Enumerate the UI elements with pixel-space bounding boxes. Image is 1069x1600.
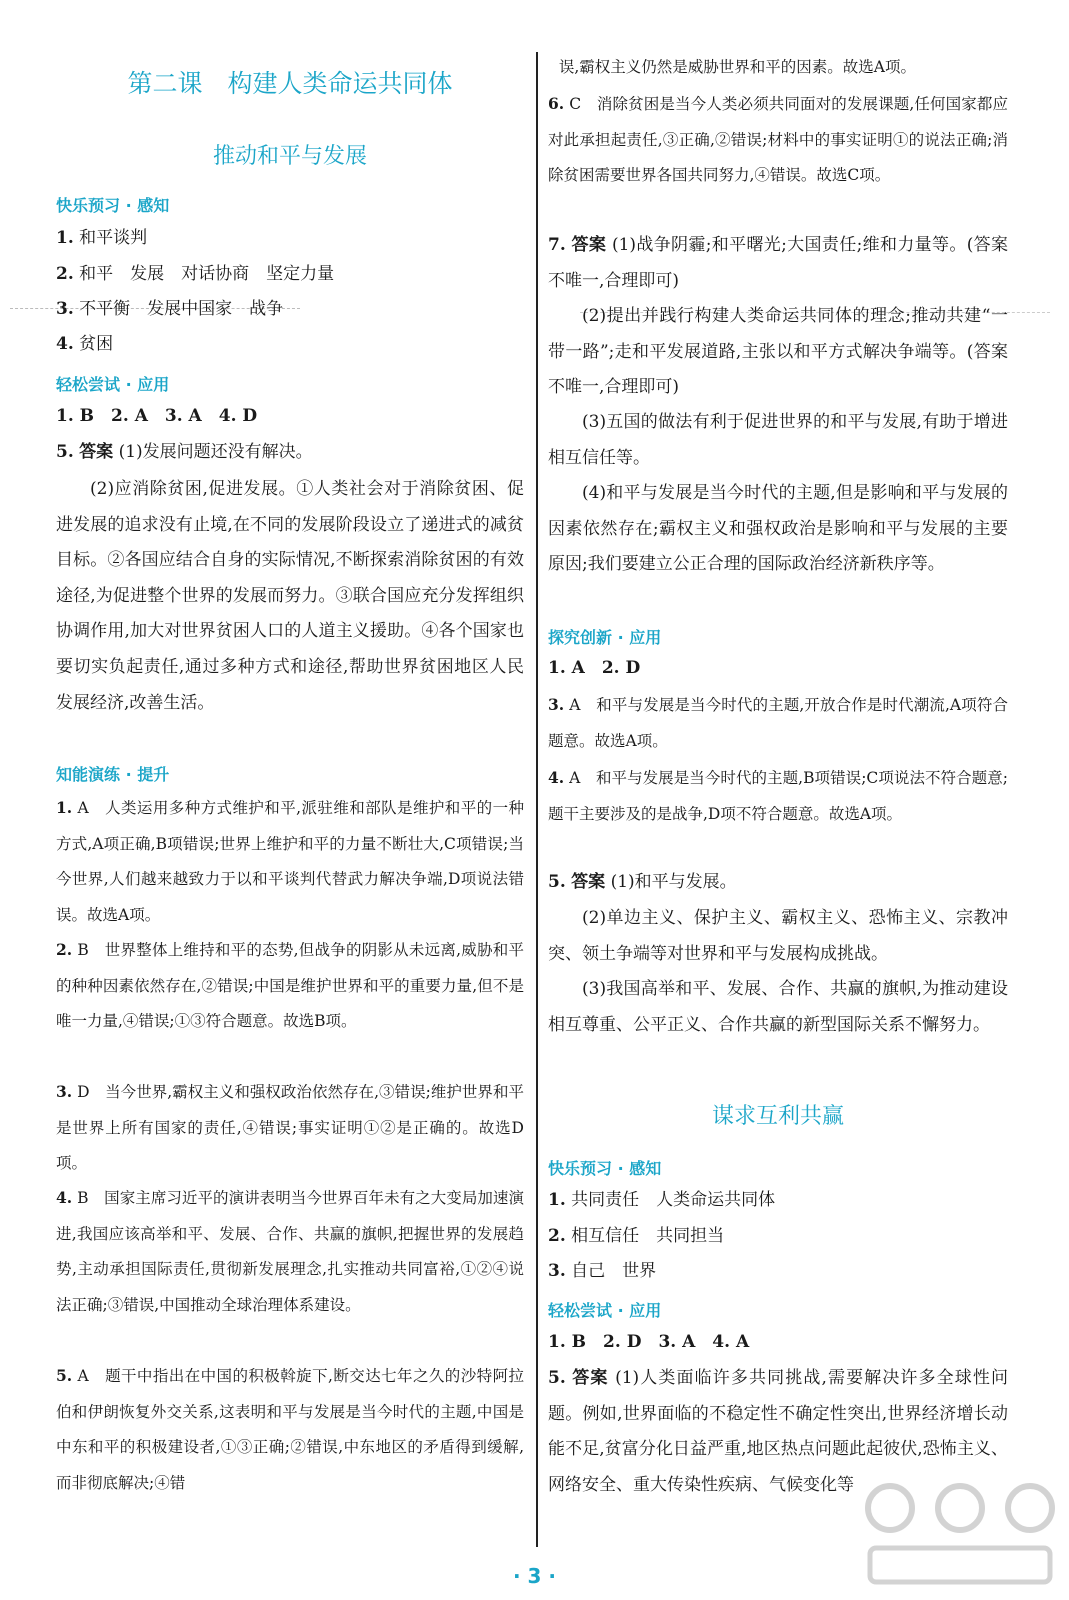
try-heading: 轻松尝试 · 应用 [56,375,170,394]
preview-heading: 快乐预习 · 感知 [56,196,170,215]
preview-heading-2: 快乐预习 · 感知 [548,1159,662,1178]
skill-q7-paragraph: (4)和平与发展是当今时代的主题,但是影响和平与发展的因素依然存在;霸权主义和强权政治是影响和平与发展的主要原因;我们要建立公正合理的国际政治经济新秩序等。 [548,483,1008,575]
explore-q5-paragraph: (2)单边主义、保护主义、霸权主义、恐怖主义、宗教冲突、领土争端等对世界和平与发展构成挑战。 [548,908,1008,964]
explore-choices: 1. A 2. D [548,658,641,678]
explore-heading: 探究创新 · 应用 [548,628,662,647]
try-q5-2: 5. 答案 (1)人类面临许多共同挑战,需要解决许多全球性问题。例如,世界面临的不稳定性不确定性突出,世界经济增长动能不足,贫富分化日益严重,地区热点问题此起彼伏,恐怖主义、网络安全、重大传染性疾病、气候变化等 [548,1368,1009,1495]
explore-item: 4. A 和平与发展是当今时代的主题,B项错误;C项说法不符合题意;题干主要涉及的是战争,D项不符合题意。故选A项。 [548,768,1008,823]
skill-item: 6. C 消除贫困是当今人类必须共同面对的发展课题,任何国家都应对此承担起责任,③正确,②错误;材料中的事实证明①的说法正确;消除贫困需要世界各国共同努力,④错误。故选C项。 [548,94,1008,185]
skill-item: 1. A 人类运用多种方式维护和平,派驻维和部队是维护和平的一种方式,A项正确,B项错误;世界上维护和平的力量不断壮大,C项错误;当今世界,人们越来越致力于以和平谈判代替武力解决争端,D项说法错误。故选A项。 [56,798,524,924]
section-title-mutual-benefit: 谋求互利共赢 [711,1104,844,1129]
skill-q7: 7. 答案 (1)战争阴霾;和平曙光;大国责任;维和力量等。(答案不唯一,合理即可) [548,235,1009,291]
skill-item: 5. A 题干中指出在中国的积极斡旋下,断交达七年之久的沙特阿拉伯和伊朗恢复外交关系,这表明和平与发展是当今时代的主题,中国是中东和平的积极建设者,①③正确;②错误,中东地区的矛盾得到缓解,而非彻底解决;④错 [56,1366,524,1492]
skill-q7-paragraph: (3)五国的做法有利于促进世界的和平与发展,有助于增进相互信任等。 [548,412,1008,468]
try-q5-paragraph: (2)应消除贫困,促进发展。①人类社会对于消除贫困、促进发展的追求没有止境,在不同的发展阶段设立了递进式的减贫目标。②各国应结合自身的实际情况,不断探索消除贫困的有效途径,为促进整个世界的发展而努力。③联合国应充分发挥组织协调作用,加大对世界贫困人口的人道主义援助。④各个国家也要切实负起责任,通过多种方式和途径,帮助世界贫困地区人民发展经济,改善生活。 [56,479,524,713]
page-number: · 3 · [512,1564,557,1588]
preview-item: 3. 自己 世界 [548,1261,657,1281]
skill-item: 3. D 当今世界,霸权主义和强权政治依然存在,③错误;维护世界和平是世界上所有国家的责任,④错误;事实证明①②是正确的。故选D项。 [56,1082,524,1173]
skill-q7-paragraph: (2)提出并践行构建人类命运共同体的理念;推动共建“一带一路”;走和平发展道路,主张以和平方式解决争端等。(答案不唯一,合理即可) [548,306,1008,398]
preview-item: 1. 和平谈判 [56,228,148,248]
skill-item-continued: 误,霸权主义仍然是威胁世界和平的因素。故选A项。 [558,58,916,76]
explore-item: 3. A 和平与发展是当今时代的主题,开放合作是时代潮流,A项符合题意。故选A项。 [548,695,1008,750]
try-q5-line: 5. 答案 (1)发展问题还没有解决。 [56,442,313,462]
try-heading-2: 轻松尝试 · 应用 [548,1301,662,1320]
preview-item: 1. 共同责任 人类命运共同体 [548,1190,776,1210]
explore-q5-line: 5. 答案 (1)和平与发展。 [548,872,737,892]
preview-item: 3. 不平衡 发展中国家 战争 [56,299,284,319]
skill-item: 2. B 世界整体上维持和平的态势,但战争的阴影从未远离,威胁和平的种种因素依然存在,②错误;中国是维护世界和平的重要力量,但不是唯一力量,④错误;①③符合题意。故选B项。 [56,940,524,1031]
skill-heading: 知能演练 · 提升 [56,765,170,784]
try-choices-2: 1. B 2. D 3. A 4. A [548,1332,750,1352]
column-divider [536,52,538,1547]
lesson-title: 第二课 构建人类命运共同体 [127,69,453,98]
skill-item: 4. B 国家主席习近平的演讲表明当今世界百年未有之大变局加速演进,我国应该高举和平、发展、合作、共赢的旗帜,把握世界的发展趋势,主动承担国际责任,贯彻新发展理念,扎实推动共同富裕,①②④说法正确;③错误,中国推动全球治理体系建设。 [56,1188,524,1314]
watermark-logo [860,1478,1060,1593]
explore-q5-paragraph: (3)我国高举和平、发展、合作、共赢的旗帜,为推动建设相互尊重、公平正义、合作共赢的新型国际关系不懈努力。 [548,979,1008,1035]
preview-item: 2. 相互信任 共同担当 [548,1226,725,1246]
preview-item: 2. 和平 发展 对话协商 坚定力量 [56,264,335,284]
preview-item: 4. 贫困 [56,334,114,354]
try-choices: 1. B 2. A 3. A 4. D [56,406,258,426]
section-title-peace-development: 推动和平与发展 [212,144,367,169]
